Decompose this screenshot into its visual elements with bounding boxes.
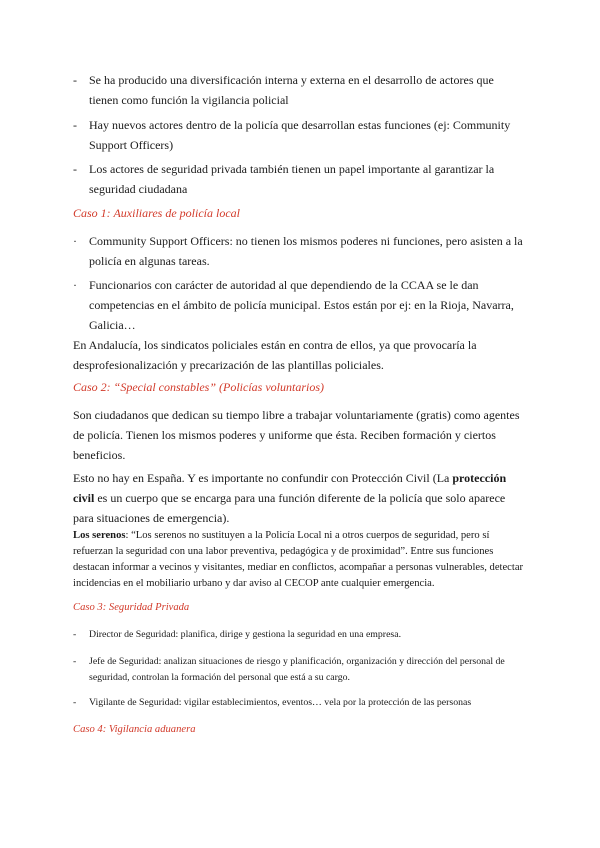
bullet-text: Director de Seguridad: planifica, dirige y gestiona la seguridad en una empresa. <box>89 629 402 640</box>
bullet-marker: · <box>73 234 77 248</box>
intro-bullet-3 <box>73 159 525 199</box>
caso-4-heading: Caso 4: Vigilancia aduanera <box>73 724 196 735</box>
bullet-text: Hay nuevos actores dentro de la policía que desarrollan estas funciones (ej: Community Support Officers) <box>89 118 511 152</box>
caso-2-heading: Caso 2: “Special constables” (Policías voluntarios) <box>73 380 324 394</box>
bullet-text: Jefe de Seguridad: analizan situaciones de riesgo y planificación, organización y dirección del personal de seguridad, controlan la formación del personal que está a su cargo. <box>89 656 505 683</box>
intro-bullet-2 <box>73 115 525 155</box>
paragraph-text: es un cuerpo que se encarga para una función diferente de la policía que solo aparece para situaciones de emergencia). <box>73 491 506 525</box>
bullet-marker: - <box>73 697 77 708</box>
bullet-marker: - <box>73 118 77 132</box>
paragraph-text: Esto no hay en España. Y es importante no confundir con Protección Civil (La <box>73 471 453 485</box>
bullet-marker: - <box>73 162 77 176</box>
caso-3-bullet-1 <box>73 627 525 643</box>
caso-1-heading: Caso 1: Auxiliares de policía local <box>73 206 240 220</box>
caso-3-bullet-3 <box>73 695 525 711</box>
bullet-text: Community Support Officers: no tienen los mismos poderes ni funciones, pero asisten a la policía en algunas tareas. <box>89 234 523 268</box>
bullet-text: Se ha producido una diversificación interna y externa en el desarrollo de actores que tienen como función la vigilancia policial <box>89 73 494 107</box>
bullet-marker: - <box>73 629 77 640</box>
caso-3-heading: Caso 3: Seguridad Privada <box>73 602 190 613</box>
bullet-text: Los actores de seguridad privada también tienen un papel importante al garantizar la seguridad ciudadana <box>89 162 495 196</box>
serenos-text: : “Los serenos no sustituyen a la Policía Local ni a otros cuerpos de seguridad, pero sí refuerzan la seguridad con una labor preventiva, pedagógica y de proximidad”. Entre sus funciones destacan informar a vecinos y visitantes, mediar en conflictos, acompañar a personas vulnerables, detectar incidencias en el mobiliario urbano y dar aviso al CECOP ante cualquier emergencia. <box>73 530 524 589</box>
serenos-label: Los serenos <box>73 530 126 541</box>
bullet-text: Vigilante de Seguridad: vigilar establecimientos, eventos… vela por la protección de las personas <box>89 697 472 708</box>
caso-2-paragraph-2 <box>73 468 525 528</box>
caso-1-bullet-1 <box>73 231 525 271</box>
caso-2-paragraph-1: Son ciudadanos que dedican su tiempo libre a trabajar voluntariamente (gratis) como agentes de policía. Tienen los mismos poderes y uniforme que ésta. Reciben formación y ciertos beneficios. <box>73 408 520 462</box>
bullet-marker: - <box>73 73 77 87</box>
intro-bullet-1 <box>73 70 525 110</box>
proteccion-civil-bold: protección civil <box>73 471 507 505</box>
bullet-text: Funcionarios con carácter de autoridad al que dependiendo de la CCAA se le dan competencias en el ámbito de policía municipal. Estos están por ej: en la Rioja, Navarra, Galicia… <box>89 278 514 332</box>
caso-1-bullet-2 <box>73 275 525 335</box>
serenos-paragraph <box>73 528 525 592</box>
caso-1-paragraph: En Andalucía, los sindicatos policiales están en contra de ellos, ya que provocaría la desprofesionalización y precarización de las plantillas policiales. <box>73 338 477 372</box>
bullet-marker: · <box>73 278 77 292</box>
bullet-marker: - <box>73 656 77 667</box>
caso-3-bullet-2 <box>73 654 525 685</box>
